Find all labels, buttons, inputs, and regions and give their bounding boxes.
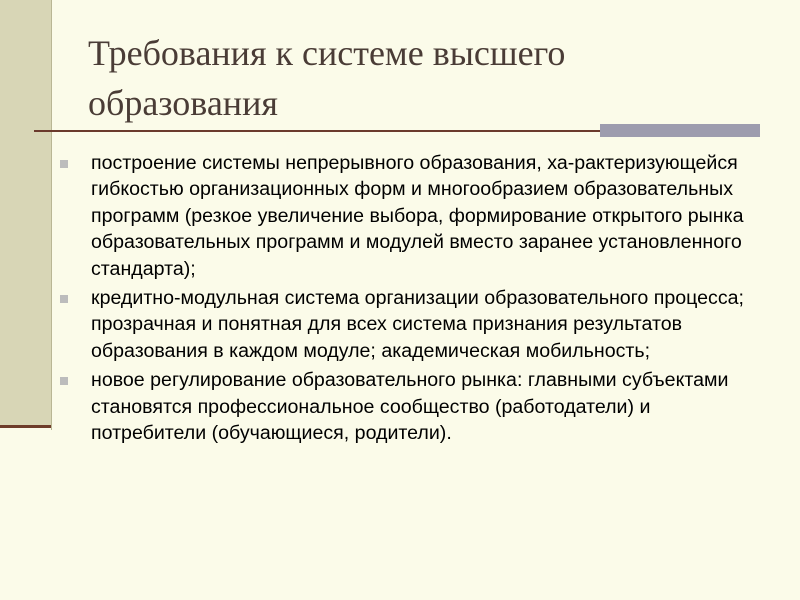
bullet-text: кредитно-модульная система организации образовательного процесса; прозрачная и понятная для всех система признания результатов образования в каждом модуле; академическая мобильность; <box>91 287 744 362</box>
bullet-text: новое регулирование образовательного рынка: главными субъектами становятся профессиональное сообщество (работодатели) и потребители (обучающиеся, родители). <box>91 369 729 445</box>
side-decor-rule <box>0 425 52 428</box>
vertical-divider <box>51 0 52 430</box>
bullet-list <box>58 150 768 449</box>
bullet-item <box>58 285 768 364</box>
bullet-item <box>58 150 768 282</box>
side-decor-bar <box>0 0 52 427</box>
slide-title: Требования к системе высшего образования <box>88 33 566 123</box>
square-bullet-icon <box>60 295 68 303</box>
square-bullet-icon <box>60 377 68 385</box>
square-bullet-icon <box>60 160 68 168</box>
title-underline-accent <box>600 124 760 137</box>
bullet-item <box>58 367 768 446</box>
bullet-text: построение системы непрерывного образования, ха-рактеризующейся гибкостью организационных форм и многообразием образовательных программ (резкое увеличение выбора, формирование открытого рынка образовательных программ и модулей вместо заранее установленного стандарта); <box>91 152 744 280</box>
title-underline <box>34 130 604 132</box>
